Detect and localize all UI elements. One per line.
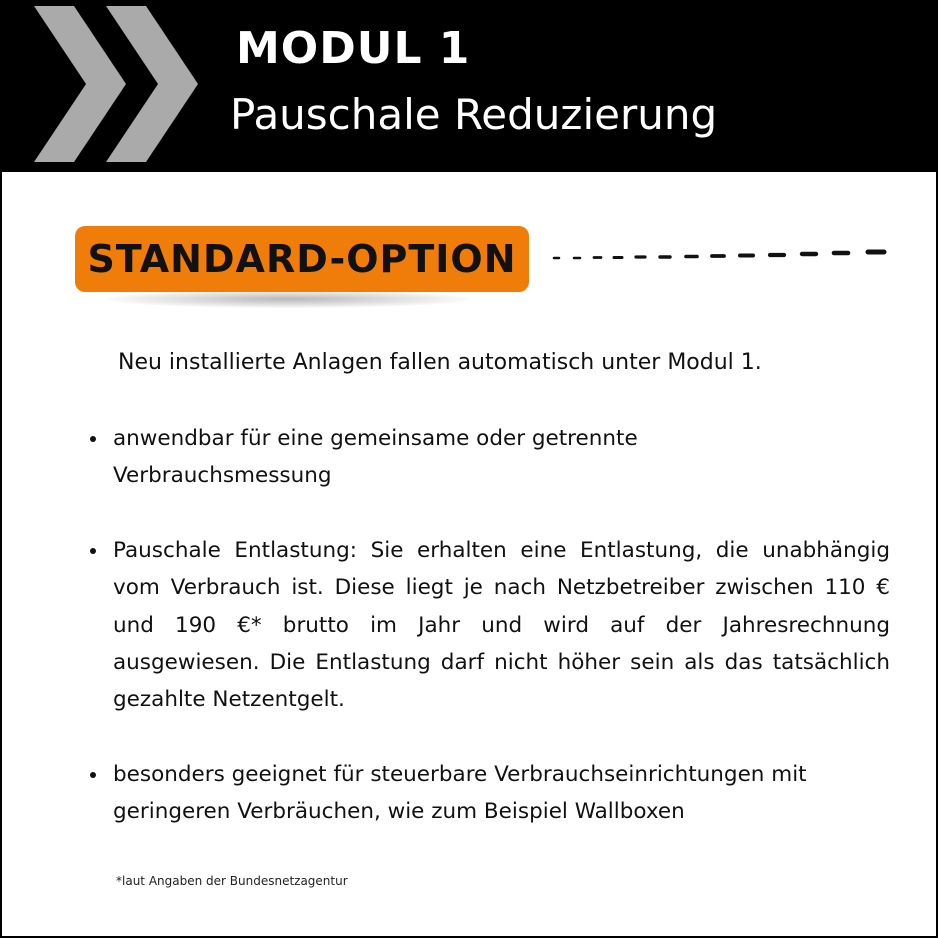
header xyxy=(0,0,938,170)
badge-shadow xyxy=(108,290,468,308)
page-subtitle: Pauschale Reduzierung xyxy=(230,90,718,139)
footnote: *laut Angaben der Bundesnetzagentur xyxy=(116,874,348,888)
list-item: Pauschale Entlastung: Sie erhalten eine Entlastung, die unabhängig vom Verbrauch ist. Diese liegt je nach Netzbetreiber zwischen 110 € und 190 €* brutto im Jahr und wird auf der Jahresrechnung ausgewiesen. Die Entlastung darf nicht höher sein als das tatsächlich gezahlte Netzentgelt. xyxy=(90,532,890,719)
double-chevron-right-icon xyxy=(34,6,200,162)
standard-option-badge: STANDARD-OPTION xyxy=(75,226,529,292)
dashed-line-decoration xyxy=(550,244,890,264)
feature-list xyxy=(90,420,890,868)
list-item: anwendbar für eine gemeinsame oder getrennte Verbrauchsmessung xyxy=(90,420,713,495)
intro-text: Neu installierte Anlagen fallen automatisch unter Modul 1. xyxy=(118,350,762,375)
list-item: besonders geeignet für steuerbare Verbrauchseinrichtungen mit geringeren Verbräuchen, wie zum Beispiel Wallboxen xyxy=(90,756,890,831)
page-title: MODUL 1 xyxy=(236,23,471,74)
